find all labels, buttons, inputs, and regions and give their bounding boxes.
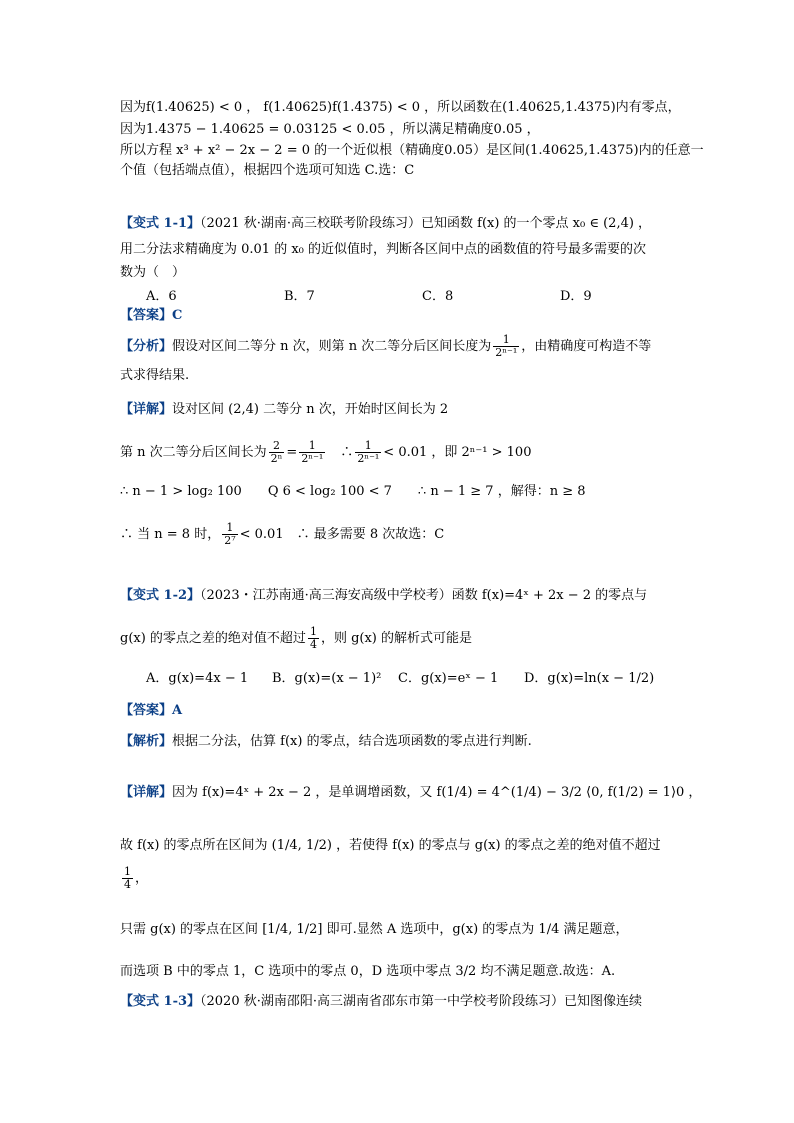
intro-line-4: 个值（包括端点值），根据四个选项可知选 C.选：C	[120, 163, 415, 178]
variant-1-2-stem-2	[120, 626, 680, 651]
variant-1-2-detail-2: 故 f(x) 的零点所在区间为 (1/4, 1/2) ，若使得 f(x) 的零点与 g(x) 的零点之差的绝对值不超过	[120, 838, 661, 853]
fraction-numerator: 1	[493, 334, 519, 347]
detail-2-frac-3	[355, 440, 381, 465]
variant-1-1-options	[146, 287, 706, 307]
variant-1-1-detail-1	[120, 400, 680, 420]
analysis-tag: 【解析】	[120, 734, 173, 749]
variant-1-3-source: （2020 秋·湖南邵阳·高三湖南省邵东市第一中学校考阶段练习）已知图像连续	[200, 994, 642, 1009]
variant-1-1-analysis-2: 式求得结果.	[120, 368, 190, 383]
option-a: A．6	[146, 289, 177, 304]
detail-2-b: ∴	[327, 445, 354, 460]
fraction-numerator: 1	[124, 865, 131, 878]
option-d: D．9	[560, 289, 592, 304]
fraction-numerator: 2	[269, 440, 285, 453]
answer-value: C	[172, 308, 183, 323]
detail-text-1: 设对区间 (2,4) 二等分 n 次，开始时区间长为 2	[172, 402, 449, 417]
variant-1-1-tag: 【变式 1-1】	[120, 216, 201, 231]
variant-1-1-detail-4	[120, 522, 680, 547]
variant-1-3-stem	[120, 992, 680, 1012]
detail-3-frac	[122, 866, 133, 891]
fraction-numerator: 1	[355, 440, 381, 453]
analysis-text-b: ，由精确度可构造不等	[521, 339, 652, 354]
fraction-numerator: 1	[309, 625, 317, 638]
variant-1-1-source: （2021 秋·湖南·高三校联考阶段练习）已知函数 f(x) 的一个零点 x₀ ∈ (2,4) ，	[200, 216, 652, 231]
detail-2-c: < 0.01 ，即 2ⁿ⁻¹ > 100	[383, 445, 532, 460]
variant-1-2-options	[146, 669, 706, 689]
detail-text-1: 因为 f(x)=4ˣ + 2x − 2 ，是单调增函数，又 f(1/4) = 4^(1/4) − 3/2 ⟨0, f(1/2) = 1⟩0 ，	[172, 785, 702, 800]
intro-line-1: 因为f(1.40625) < 0 ， f(1.40625)f(1.4375) < 0 ，所以函数在(1.40625,1.4375)内有零点，	[120, 100, 681, 115]
variant-1-3-tag: 【变式 1-3】	[120, 994, 201, 1009]
analysis-fraction	[493, 334, 519, 359]
answer-value: A	[172, 703, 183, 718]
variant-1-1-analysis	[120, 334, 680, 359]
analysis-text-a: 假设对区间二等分 n 次，则第 n 次二等分后区间长度为	[172, 339, 492, 354]
stem-2-frac	[308, 626, 319, 651]
variant-1-2-tag: 【变式 1-2】	[120, 588, 201, 603]
detail-3-b: ，	[135, 871, 149, 886]
answer-tag: 【答案】	[120, 308, 173, 323]
detail-tag: 【详解】	[120, 402, 173, 417]
fraction-numerator: 1	[222, 522, 237, 535]
fraction-denominator: 4	[309, 638, 317, 651]
variant-1-1-detail-2	[120, 440, 680, 465]
stem-2-a: g(x) 的零点之差的绝对值不超过	[120, 631, 306, 646]
detail-2-a: 第 n 次二等分后区间长为	[120, 445, 267, 460]
option-b: B．g(x)=(x − 1)²	[272, 671, 382, 686]
variant-1-2-detail-1	[120, 783, 702, 803]
option-c: C．8	[422, 289, 454, 304]
option-c: C．g(x)=eˣ − 1	[398, 671, 499, 686]
variant-1-1-detail-3: ∴ n − 1 > log₂ 100 Q 6 < log₂ 100 < 7 ∴ n − 1 ≥ 7 ，解得：n ≥ 8	[120, 484, 586, 499]
fraction-denominator: 4	[124, 878, 131, 891]
variant-1-1-stem-3: 数为（ ）	[120, 265, 186, 280]
variant-1-2-answer	[120, 701, 680, 721]
option-a: A．g(x)=4x − 1	[146, 671, 249, 686]
fraction-denominator: 2ⁿ⁻¹	[357, 452, 380, 465]
variant-1-1-stem	[120, 214, 680, 234]
option-b: B．7	[284, 289, 315, 304]
detail-tag: 【详解】	[120, 785, 173, 800]
variant-1-1-answer	[120, 306, 680, 326]
answer-tag: 【答案】	[120, 703, 173, 718]
analysis-tag: 【分析】	[120, 339, 173, 354]
detail-4-b: < 0.01 ∴ 最多需要 8 次故选：C	[239, 527, 445, 542]
fraction-denominator: 2ⁿ⁻¹	[495, 346, 518, 359]
variant-1-2-source: （2023・江苏南通·高三海安高级中学校考）函数 f(x)=4ˣ + 2x − 2 的零点与	[200, 588, 648, 603]
stem-2-b: ，则 g(x) 的解析式可能是	[320, 631, 472, 646]
intro-line-2: 因为1.4375 − 1.40625 = 0.03125 < 0.05 ，所以满足精确度0.05 ，	[120, 122, 540, 137]
fraction-denominator: 2ⁿ⁻¹	[301, 452, 324, 465]
analysis-text: 根据二分法，估算 f(x) 的零点，结合选项函数的零点进行判断.	[172, 734, 532, 749]
detail-2-frac-1	[269, 440, 285, 465]
fraction-denominator: 2⁷	[224, 534, 236, 547]
detail-2-frac-2	[299, 440, 325, 465]
variant-1-2-detail-3	[120, 866, 680, 891]
variant-1-2-analysis	[120, 732, 680, 752]
option-d: D．g(x)=ln(x − 1/2)	[524, 671, 655, 686]
detail-4-frac	[222, 522, 237, 547]
variant-1-1-stem-2: 用二分法求精确度为 0.01 的 x₀ 的近似值时，判断各区间中点的函数值的符号最多需要的次	[120, 242, 647, 257]
variant-1-2-detail-4: 只需 g(x) 的零点在区间 [1/4, 1/2] 即可.显然 A 选项中，g(x) 的零点为 1/4 满足题意，	[120, 922, 629, 937]
fraction-numerator: 1	[299, 440, 325, 453]
variant-1-2-stem	[120, 586, 680, 606]
detail-4-a: ∴ 当 n = 8 时，	[120, 527, 221, 542]
fraction-denominator: 2ⁿ	[270, 452, 283, 465]
detail-2-eq: =	[286, 445, 298, 460]
intro-line-3: 所以方程 x³ + x² − 2x − 2 = 0 的一个近似根（精确度0.05）是区间(1.40625,1.4375)内的任意一	[120, 143, 704, 158]
variant-1-2-detail-5: 而选项 B 中的零点 1，C 选项中的零点 0，D 选项中零点 3/2 均不满足题意.故选：A.	[120, 964, 616, 979]
